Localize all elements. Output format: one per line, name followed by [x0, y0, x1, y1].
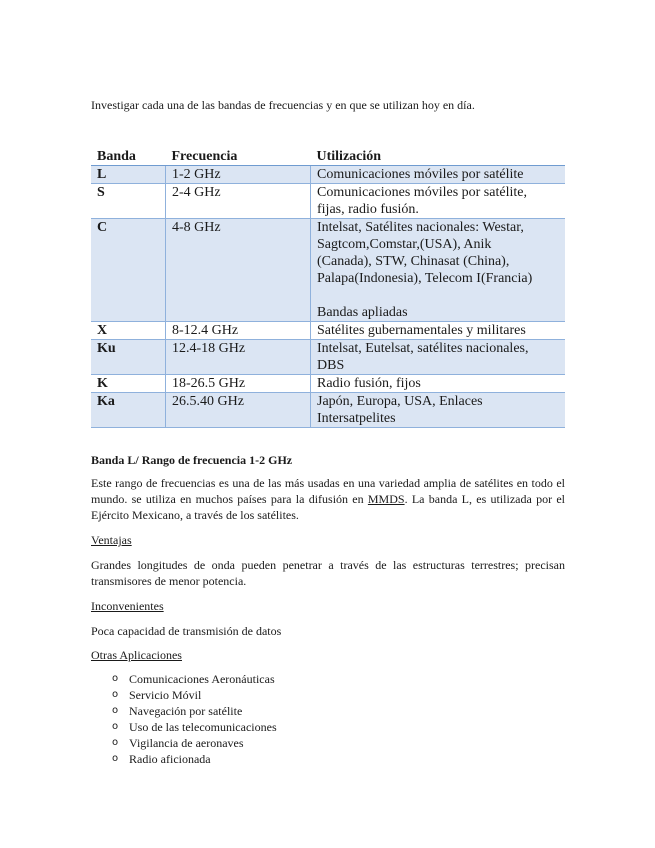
list-item: [91, 751, 565, 767]
usage-line: Satélites gubernamentales y militares: [317, 323, 526, 338]
section-heading: [91, 452, 565, 468]
applications-list-wrapper: [91, 671, 565, 767]
inconvenientes-text: Poca capacidad de transmisión de datos: [91, 624, 282, 638]
usage-line: Comunicaciones móviles por satélite,: [317, 185, 527, 200]
frequency-cell: 26.5.40 GHz: [166, 393, 311, 428]
list-item: [91, 735, 565, 751]
list-item: [91, 687, 565, 703]
frequency-cell: 18-26.5 GHz: [166, 375, 311, 393]
usage-line: (Canada), STW, Chinasat (China),: [317, 254, 510, 269]
usage-cell: [311, 393, 566, 428]
usage-line: Intelsat, Eutelsat, satélites nacionales,: [317, 341, 529, 356]
usage-line: Comunicaciones móviles por satélite: [317, 167, 524, 182]
inconvenientes-title: Inconvenientes: [91, 599, 164, 613]
band-cell: Ka: [91, 393, 166, 428]
table-row: [91, 393, 565, 428]
circle-bullet-icon: o: [112, 673, 119, 684]
otras-aplicaciones-title-block: [91, 647, 565, 663]
frequency-cell: 12.4-18 GHz: [166, 340, 311, 375]
usage-line: Bandas apliadas: [317, 305, 408, 320]
list-item-label: Uso de las telecomunicaciones: [129, 720, 277, 734]
usage-line: Intelsat, Satélites nacionales: Westar,: [317, 220, 524, 235]
paragraph-text-start: Este rango de frecuencias es una de las más usadas en una variedad amplia de satélites en todo el mundo. se utiliza en muchos países para la difusión en: [91, 476, 565, 506]
table-header-row: [91, 146, 565, 166]
usage-cell: [311, 322, 566, 340]
usage-blank-line: [317, 287, 559, 304]
usage-cell: [311, 166, 566, 184]
table-row: [91, 184, 565, 219]
band-cell: L: [91, 166, 166, 184]
circle-bullet-icon: o: [112, 705, 119, 716]
header-frecuencia: Frecuencia: [166, 146, 311, 166]
table-body: [91, 166, 565, 428]
list-item: [91, 671, 565, 687]
band-l-paragraph: [91, 475, 565, 523]
ventajas-title: Ventajas: [91, 533, 132, 547]
band-cell: S: [91, 184, 166, 219]
list-item-label: Radio aficionada: [129, 752, 211, 766]
frequency-cell: 8-12.4 GHz: [166, 322, 311, 340]
table-row: [91, 375, 565, 393]
bands-table: [91, 146, 565, 428]
table-row: [91, 322, 565, 340]
circle-bullet-icon: o: [112, 753, 119, 764]
circle-bullet-icon: o: [112, 737, 119, 748]
usage-cell: [311, 184, 566, 219]
usage-line: Palapa(Indonesia), Telecom I(Francia): [317, 271, 533, 286]
usage-cell: [311, 375, 566, 393]
circle-bullet-icon: o: [112, 721, 119, 732]
list-item-label: Navegación por satélite: [129, 704, 243, 718]
paragraph-text-end: . La banda L, es utilizada por el Ejército Mexicano, a través de los satélites.: [91, 492, 565, 522]
usage-line: Sagtcom,Comstar,(USA), Anik: [317, 237, 492, 252]
ventajas-title-block: [91, 532, 565, 548]
table-row: [91, 166, 565, 184]
frequency-cell: 2-4 GHz: [166, 184, 311, 219]
band-cell: K: [91, 375, 166, 393]
table-row: [91, 340, 565, 375]
usage-line: Radio fusión, fijos: [317, 376, 421, 391]
usage-cell: [311, 219, 566, 322]
frequency-cell: 1-2 GHz: [166, 166, 311, 184]
header-banda: Banda: [91, 146, 166, 166]
list-item: [91, 703, 565, 719]
inconvenientes-title-block: [91, 598, 565, 614]
band-cell: X: [91, 322, 166, 340]
circle-bullet-icon: o: [112, 689, 119, 700]
usage-cell: [311, 340, 566, 375]
list-item-label: Comunicaciones Aeronáuticas: [129, 672, 275, 686]
usage-line: fijas, radio fusión.: [317, 202, 419, 217]
list-item: [91, 719, 565, 735]
band-cell: C: [91, 219, 166, 322]
band-cell: Ku: [91, 340, 166, 375]
usage-line: Japón, Europa, USA, Enlaces: [317, 394, 483, 409]
intro-text: Investigar cada una de las bandas de frecuencias y en que se utilizan hoy en día.: [91, 98, 475, 112]
band-l-heading: Banda L/ Rango de frecuencia 1-2 GHz: [91, 453, 293, 467]
frequency-cell: 4-8 GHz: [166, 219, 311, 322]
table-row: [91, 219, 565, 322]
usage-line: Intersatpelites: [317, 411, 396, 426]
list-item-label: Vigilancia de aeronaves: [129, 736, 244, 750]
header-utilizacion: Utilización: [311, 146, 566, 166]
list-item-label: Servicio Móvil: [129, 688, 202, 702]
applications-list: [91, 671, 565, 767]
otras-aplicaciones-title: Otras Aplicaciones: [91, 648, 182, 662]
usage-line: DBS: [317, 358, 345, 373]
mmds-link[interactable]: MMDS: [367, 492, 405, 506]
ventajas-text: Grandes longitudes de onda pueden penetrar a través de las estructuras terrestres; precisan transmisores de menor potencia.: [91, 558, 565, 588]
